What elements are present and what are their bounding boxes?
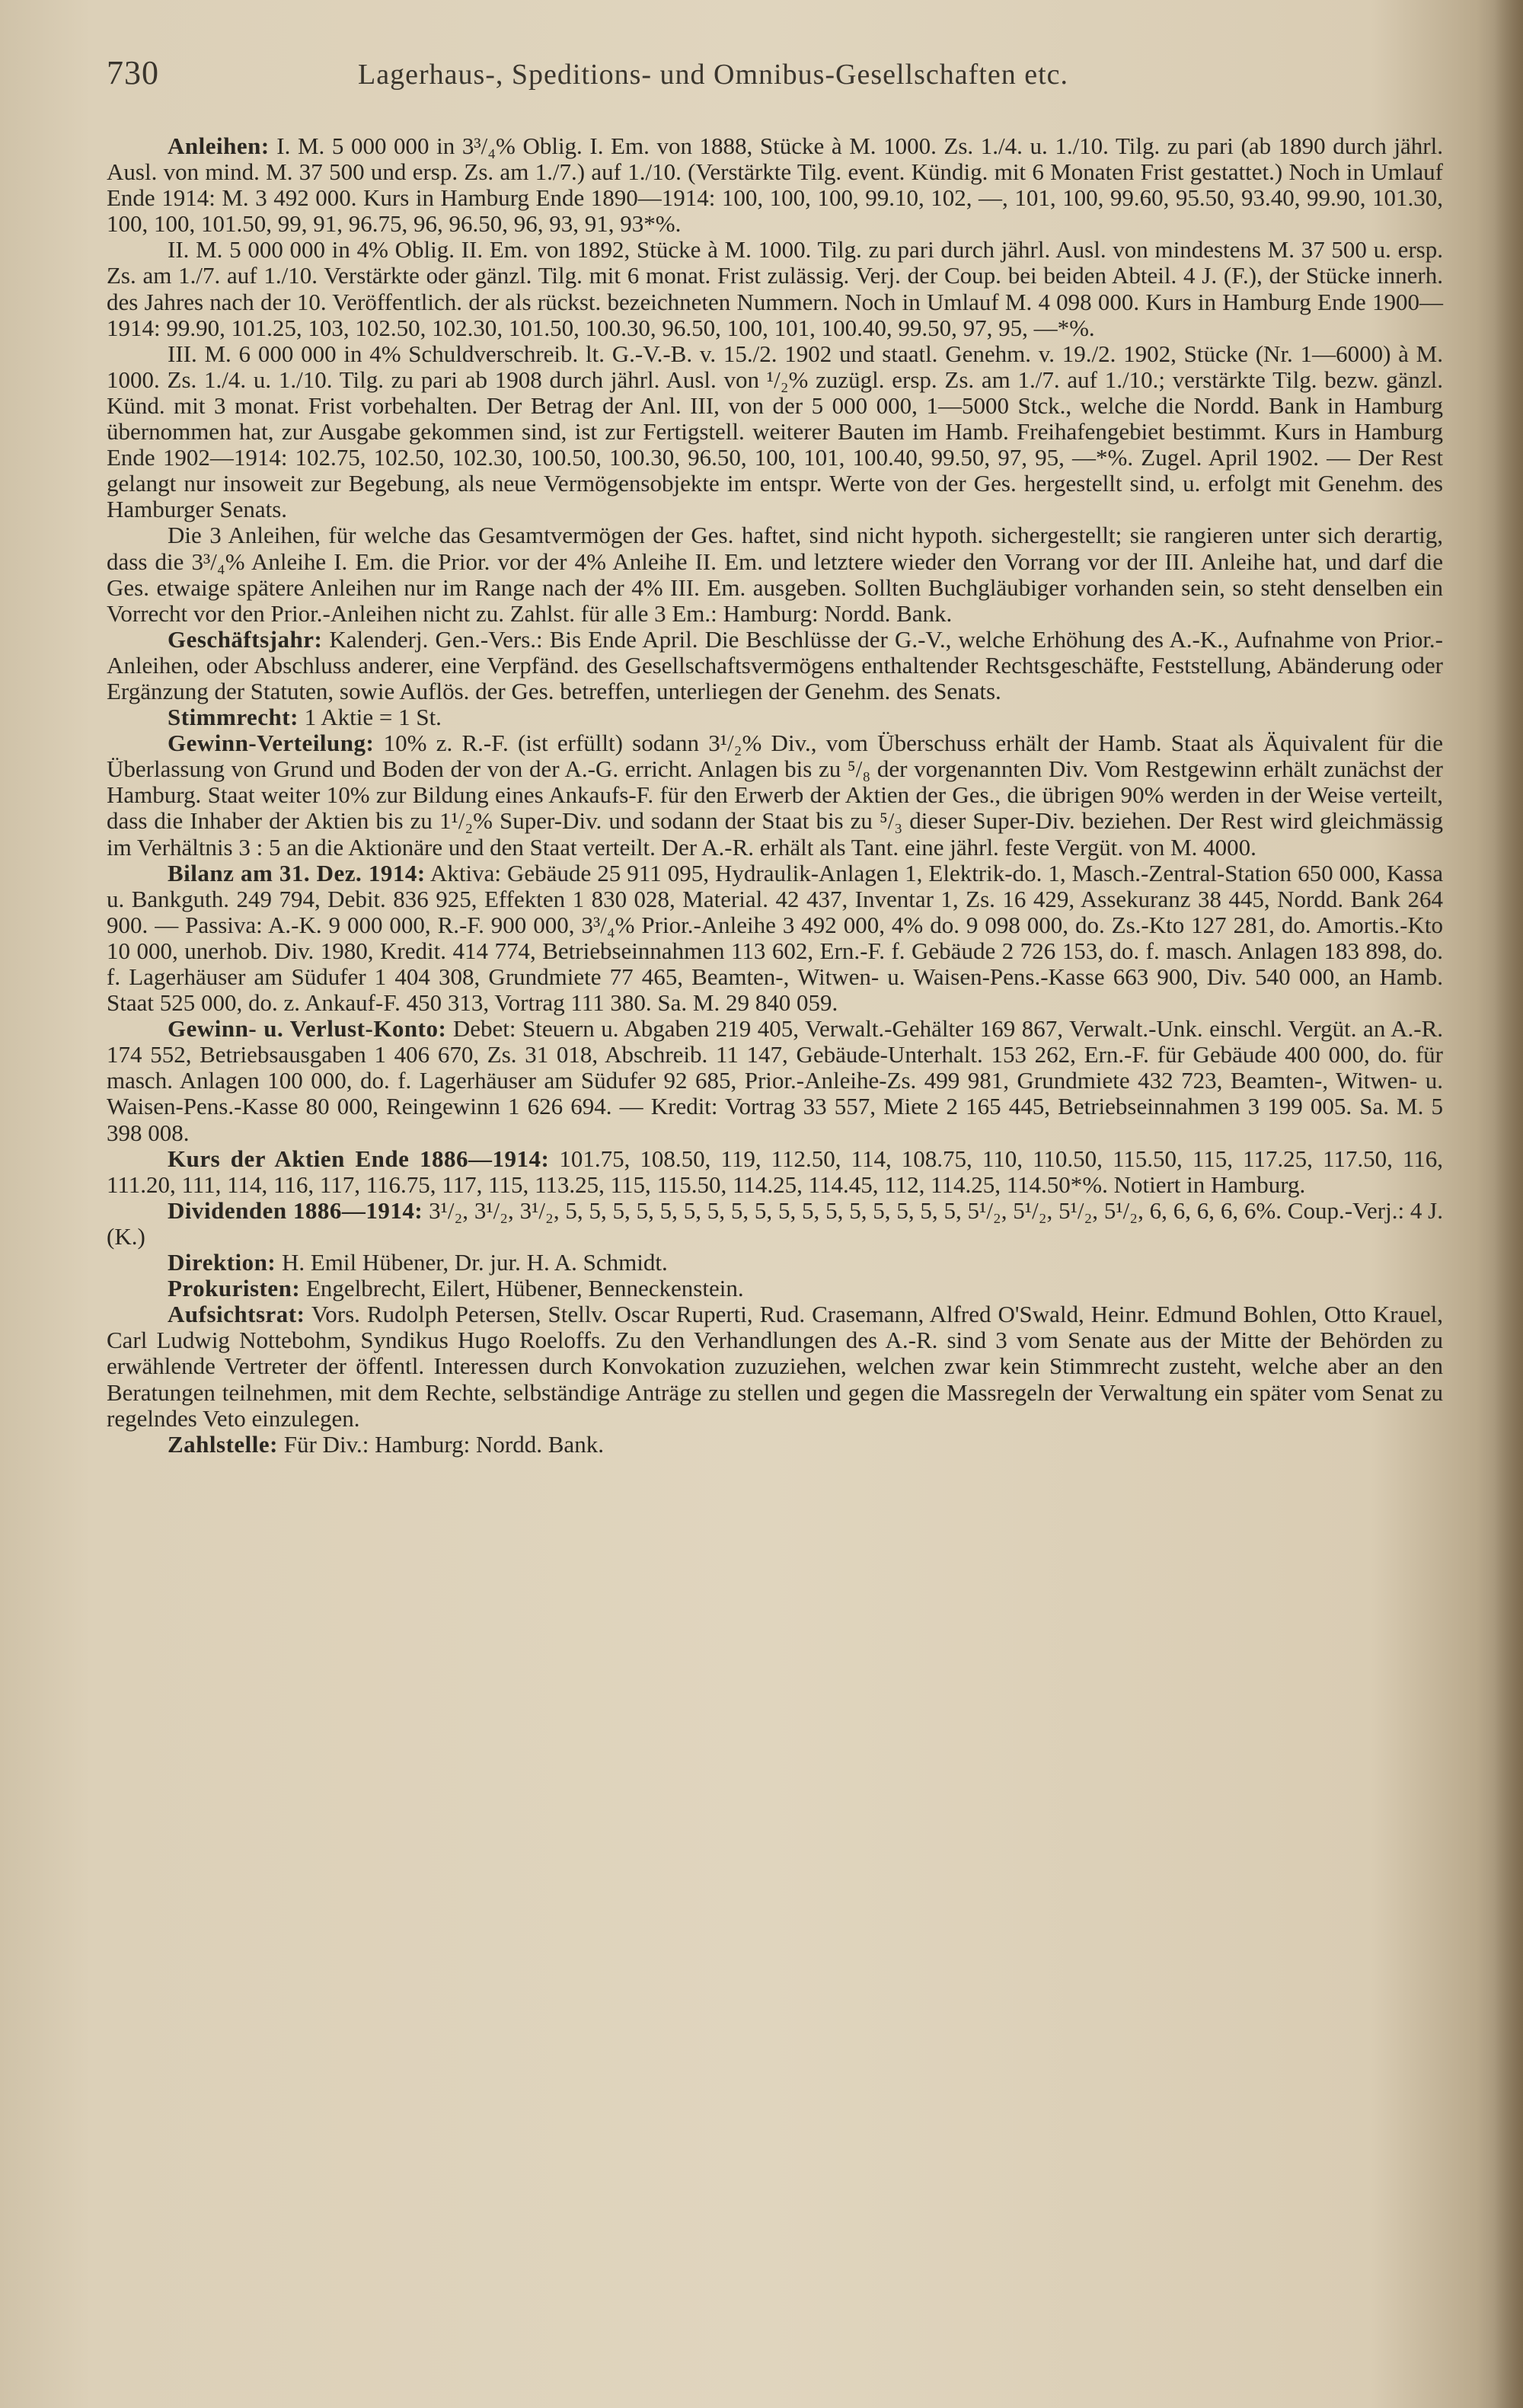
paragraph-text: III. M. 6 000 000 in 4% Schuldverschreib. lt. G.-V.-B. v. 15./2. 1902 und staatl. Genehm. v. 19./2. 1902, Stücke (Nr. 1—6000) à M. 1000. Zs. 1./4. u. 1./10. Tilg. zu pari ab 1908 durch jährl. Ausl. von ¹/₂% zuzügl. ersp. Zs. am 1./7. auf 1./10.; verstärkte Tilg. bezw. gänzl. Künd. mit 3 monat. Frist vorbehalten. Der Betrag der Anl. III, von der 5 000 000, 1—5000 Stck., welche die Nordd. Bank in Hamburg übernommen hat, zur Ausgabe gekommen sind, ist zur Fertigstell. weiterer Bauten im Hamb. Freihafengebiet bestimmt. Kurs in Hamburg Ende 1902—1914: 102.75, 102.50, 102.30, 100.50, 100.30, 96.50, 100, 101, 100.40, 99.50, 97, 95, —*%. Zugel. April 1902. — Der Rest gelangt nur insoweit zur Begebung, als neue Vermögensobjekte im entspr. Werte von der Ges. hergestellt sind, u. erfolgt mit Genehm. des Hamburger Senats. — [107, 340, 1443, 523]
paragraph-text: Engelbrecht, Eilert, Hübener, Benneckenstein. — [305, 1275, 744, 1302]
paragraph-text: 3¹/₂, 3¹/₂, 3¹/₂, 5, 5, 5, 5, 5, 5, 5, 5, 5, 5, 5, 5, 5, 5, 5, 5, 5, 5¹/₂, 5¹/₂, 5¹/₂, 5¹/₂, 6, 6, 6, 6, 6%. Coup.-Verj.: 4 J. (K.) — [107, 1196, 1443, 1250]
paragraph-text: Für Div.: Hamburg: Nordd. Bank. — [283, 1430, 604, 1458]
paragraph-anleihen-iii — [107, 341, 1443, 523]
paragraph-text: 10% z. R.-F. (ist erfüllt) sodann 3¹/₂% Div., vom Überschuss erhält der Hamb. Staat als Äquivalent für die Überlassung von Grund und Boden der von der A.-G. erricht. Anlagen bis zu ⁵/₈ der vorgenannten Div. Vom Restgewinn erhält zunächst der Hamburg. Staat weiter 10% zur Bildung eines Ankaufs-F. für den Erwerb der Aktien der Ges., die übrigen 90% werden in der Weise verteilt, dass die Inhaber der Aktien bis zu 1¹/₂% Super-Div. und sodann der Staat bis zu ⁵/₃ dieser Super-Div. beziehen. Der Rest wird gleichmässig im Verhältnis 3 : 5 an die Aktionäre und den Staat verteilt. Der A.-R. erhält als Tant. eine jährl. feste Vergüt. von M. 4000. — [107, 730, 1444, 861]
paragraph-lead: Bilanz am 31. Dez. 1914: — [168, 859, 426, 886]
paragraph-geschaeftsjahr — [107, 627, 1443, 704]
paragraph-lead: Geschäftsjahr: — [168, 625, 323, 653]
paragraph-text: 101.75, 108.50, 119, 112.50, 114, 108.75, 110, 110.50, 115.50, 115, 117.25, 117.50, 116, 111.20, 111, 114, 116, 117, 116.75, 117, 115, 113.25, 115, 115.50, 114.25, 114.45, 112, 114.25, 114.50*%. Notiert in Hamburg. — [107, 1145, 1443, 1198]
paragraph-lead: Zahlstelle: — [168, 1430, 278, 1458]
paragraph-text: Debet: Steuern u. Abgaben 219 405, Verwalt.-Gehälter 169 867, Verwalt.-Unk. einschl. Vergüt. an A.-R. 174 552, Betriebsausgaben 1 406 670, Zs. 31 018, Abschreib. 11 147, Gebäude-Unterhalt. 153 262, Ern.-F. für Gebäude 400 000, do. für masch. Anlagen 100 000, do. f. Lagerhäuser am Südufer 92 685, Prior.-Anleihe-Zs. 499 981, Grundmiete 432 723, Beamten-, Witwen- u. Waisen-Pens.-Kasse 80 000, Reingewinn 1 626 694. — Kredit: Vortrag 33 557, Miete 2 165 445, Betriebseinnahmen 3 199 005. Sa. M. 5 398 008. — [107, 1015, 1444, 1146]
paragraph-anleihen-ii — [107, 237, 1443, 340]
paragraph-lead: Kurs der Aktien Ende 1886—1914: — [168, 1145, 550, 1172]
paragraph-lead: Gewinn-Verteilung: — [168, 730, 375, 757]
page-number: 730 — [107, 54, 159, 91]
paragraph-bilanz — [107, 861, 1443, 1017]
paragraph-lead: Gewinn- u. Verlust-Konto: — [168, 1015, 447, 1043]
document-body — [107, 133, 1443, 1458]
paragraph-prokuristen — [107, 1276, 1443, 1301]
paragraph-kurs — [107, 1146, 1443, 1198]
paragraph-lead: Aufsichtsrat: — [168, 1301, 305, 1328]
paragraph-text: Die 3 Anleihen, für welche das Gesamtvermögen der Ges. haftet, sind nicht hypoth. sichergestellt; sie rangieren unter sich derartig, dass die 3³/₄% Anleihe I. Em. die Prior. vor der 4% Anleihe II. Em. und letztere wieder den Vorrang vor der III. Anleihe hat, und darf die Ges. etwaige spätere Anleihen nur im Range nach der 4% III. Em. ausgeben. Sollten Buchgläubiger vorhanden sein, so steht denselben ein Vorrecht vor den Prior.-Anleihen nicht zu. Zahlst. für alle 3 Em.: Hamburg: Nordd. Bank. — [107, 522, 1443, 627]
paragraph-gewinn-verteilung — [107, 730, 1443, 860]
paragraph-lead: Anleihen: — [168, 133, 270, 159]
paragraph-direktion — [107, 1250, 1443, 1276]
paragraph-gewinn-verlust — [107, 1016, 1443, 1145]
paragraph-lead: Dividenden 1886—1914: — [168, 1196, 423, 1224]
paragraph-zahlstelle — [107, 1432, 1443, 1458]
paragraph-lead: Direktion: — [168, 1249, 276, 1276]
paragraph-aufsichtsrat — [107, 1301, 1443, 1431]
running-title: Lagerhaus-, Speditions- und Omnibus-Gesellschaften etc. — [358, 59, 1068, 91]
paragraph-text: II. M. 5 000 000 in 4% Oblig. II. Em. von 1892, Stücke à M. 1000. Tilg. zu pari durch jährl. Ausl. von mindestens M. 37 500 u. ersp. Zs. am 1./7. auf 1./10. Verstärkte oder gänzl. Tilg. mit 6 monat. Frist zulässig. Verj. der Coup. bei beiden Abteil. 4 J. (F.), der Stücke innerh. des Jahres nach der 10. Veröffentlich. der als rückst. bezeichneten Nummern. Noch in Umlauf M. 4 098 000. Kurs in Hamburg Ende 1900—1914: 99.90, 101.25, 103, 102.50, 102.30, 101.50, 100.30, 96.50, 100, 101, 100.40, 99.50, 97, 95, —*%. — [107, 236, 1443, 341]
paragraph-lead: Stimmrecht: — [168, 704, 299, 731]
page-edge-shadow — [1494, 0, 1523, 2408]
paragraph-text: I. M. 5 000 000 in 3³/₄% Oblig. I. Em. von 1888, Stücke à M. 1000. Zs. 1./4. u. 1./10. Tilg. zu pari (ab 1890 durch jährl. Ausl. von mind. M. 37 500 und ersp. Zs. am 1./7.) auf 1./10. (Verstärkte Tilg. event. Kündig. mit 6 Monaten Frist gestattet.) Noch in Umlauf Ende 1914: M. 3 492 000. Kurs in Hamburg Ende 1890—1914: 100, 100, 100, 99.10, 102, —, 101, 100, 99.60, 95.50, 93.40, 99.90, 101.30, 100, 100, 101.50, 99, 91, 96.75, 96, 96.50, 96, 93, 91, 93*%. — [107, 133, 1443, 238]
paragraph-anleihen-i — [107, 133, 1443, 237]
paragraph-text: Vors. Rudolph Petersen, Stellv. Oscar Ruperti, Rud. Crasemann, Alfred O'Swald, Heinr. Edmund Bohlen, Otto Krauel, Carl Ludwig Nottebohm, Syndikus Hugo Roeloffs. Zu den Verhandlungen des A.-R. sind 3 vom Senate aus der Mitte der Behörden zu erwählende Vertreter der öffentl. Interessen durch Konvokation zuzuziehen, welchen zwar kein Stimmrecht zusteht, welche aber an den Beratungen teilnehmen, mit dem Rechte, selbständige Anträge zu stellen und gegen die Massregeln der Verwaltung ein später vom Senat zu regelndes Veto einzulegen. — [107, 1301, 1443, 1432]
paragraph-dividenden — [107, 1198, 1443, 1250]
paragraph-lead: Prokuristen: — [168, 1275, 301, 1302]
paragraph-anleihen-summary — [107, 522, 1443, 626]
paragraph-text: Aktiva: Gebäude 25 911 095, Hydraulik-Anlagen 1, Elektrik-do. 1, Masch.-Zentral-Station 650 000, Kassa u. Bankguth. 249 794, Debit. 836 925, Effekten 1 830 028, Material. 42 437, Inventar 1, Zs. 16 429, Assekuranz 38 445, Nordd. Bank 264 900. — Passiva: A.-K. 9 000 000, R.-F. 900 000, 3³/₄% Prior.-Anleihe 3 492 000, 4% do. 9 098 000, do. Zs.-Kto 127 281, do. Amortis.-Kto 10 000, unerhob. Div. 1980, Kredit. 414 774, Betriebseinnahmen 113 602, Ern.-F. f. Gebäude 2 726 153, do. f. masch. Anlagen 183 898, do. f. Lagerhäuser am Südufer 1 404 308, Grundmiete 77 465, Beamten-, Witwen- u. Waisen-Pens.-Kasse 663 900, Div. 540 000, an Hamb. Staat 525 000, do. z. Ankauf-F. 450 313, Vortrag 111 380. Sa. M. 29 840 059. — [107, 859, 1443, 1017]
paragraph-stimmrecht — [107, 704, 1443, 730]
paragraph-text: Kalenderj. Gen.-Vers.: Bis Ende April. Die Beschlüsse der G.-V., welche Erhöhung des A.-K., Aufnahme von Prior.-Anleihen, oder Abschluss anderer, eine Verpfänd. des Gesellschaftsvermögens enthaltender Rechtsgeschäfte, Feststellung, Abänderung oder Ergänzung der Statuten, sowie Auflös. der Ges. betreffen, unterliegen der Genehm. des Senats. — [107, 625, 1443, 704]
paragraph-text: H. Emil Hübener, Dr. jur. H. A. Schmidt. — [281, 1249, 668, 1276]
paragraph-text: 1 Aktie = 1 St. — [304, 704, 442, 731]
page-header — [107, 53, 1447, 99]
